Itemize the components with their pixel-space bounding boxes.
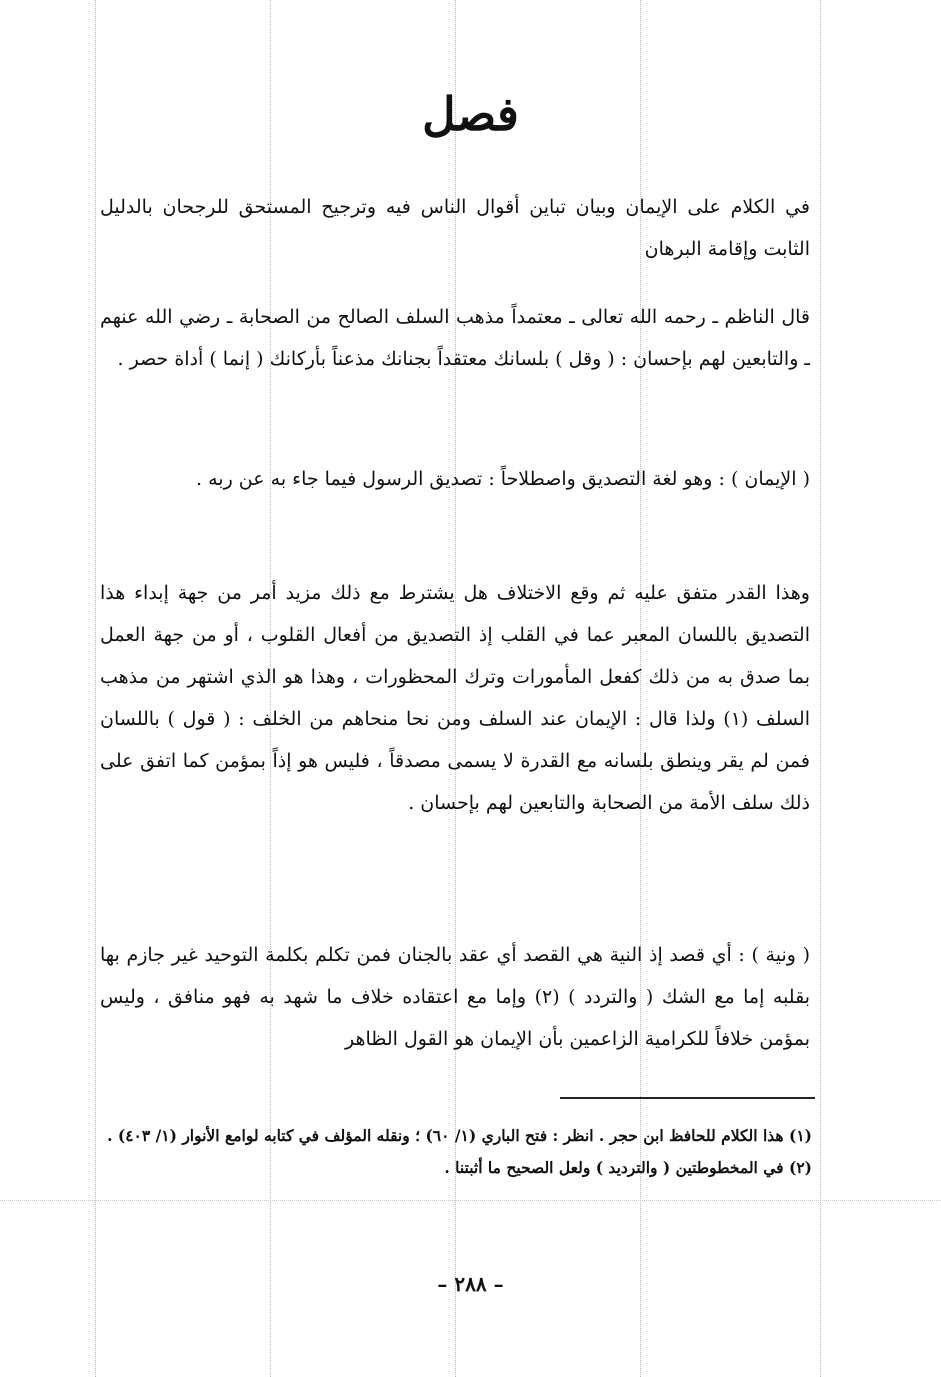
paragraph-block bbox=[100, 934, 810, 1060]
footnote: (٢) في المخطوطتين ( والترديد ) ولعل الصحيح ما أثبتنا . bbox=[444, 1158, 812, 1177]
paragraph-block bbox=[100, 296, 810, 380]
page-number: – ٢٨٨ – bbox=[437, 1272, 504, 1296]
paragraph: ( ونية ) : أي قصد إذ النية هي القصد أي عقد بالجنان فمن تكلم بكلمة التوحيد غير جازم بها بقلبه إما مع الشك ( والتردد ) (٢) وإما مع اعتقاده خلاف ما شهد به فهو منافق ، وليس بمؤمن خلافاً للكرامية الزاعمين بأن الإيمان هو القول الظاهر bbox=[100, 944, 810, 1050]
paragraph: ( الإيمان ) : وهو لغة التصديق واصطلاحاً : تصديق الرسول فيما جاء به عن ربه . bbox=[196, 468, 810, 490]
paragraph: وهذا القدر متفق عليه ثم وقع الاختلاف هل يشترط مع ذلك مزيد أمر من جهة إبداء هذا التصديق باللسان المعبر عما في القلب إذ التصديق من أفعال القلوب ، أو من جهة العمل بما صدق به من ذلك كفعل المأمورات وترك المحظورات ، وهذا هو الذي اشتهر من مذهب السلف (١) ولذا قال : الإيمان عند السلف ومن نحا منحاهم من الخلف : ( قول ) باللسان فمن لم يقر وينطق بلسانه مع القدرة لا يسمى مصدقاً ، فليس هو إذاً بمؤمن كما اتفق على ذلك سلف الأمة من الصحابة والتابعين لهم بإحسان . bbox=[100, 582, 811, 814]
paragraph: قال الناظم ـ رحمه الله تعالى ـ معتمداً مذهب السلف الصالح من الصحابة ـ رضي الله عنهم ـ والتابعين لهم بإحسان : ( وقل ) بلسانك معتقداً بجنانك مذعناً بأركانك ( إنما ) أداة حصر . bbox=[100, 306, 810, 370]
footnote-separator bbox=[560, 1097, 815, 1099]
paragraph-block bbox=[100, 458, 810, 500]
paragraph: في الكلام على الإيمان وبيان تباين أقوال الناس فيه وترجيح المستحق للرجحان بالدليل الثابت وإقامة البرهان bbox=[100, 196, 810, 260]
footnotes bbox=[100, 1120, 812, 1184]
paragraph-block bbox=[100, 572, 810, 824]
guide-line-left bbox=[95, 0, 96, 1377]
paragraph-heading bbox=[100, 186, 810, 270]
guide-line-right bbox=[820, 0, 821, 1377]
section-title: فصل bbox=[422, 87, 519, 141]
footnote: (١) هذا الكلام للحافظ ابن حجر . انظر : فتح الباري (١/ ٦٠) ؛ ونقله المؤلف في كتابه لوامع الأنوار (١/ ٤٠٣) . bbox=[107, 1126, 812, 1145]
guide-line-horizontal bbox=[0, 1200, 941, 1201]
